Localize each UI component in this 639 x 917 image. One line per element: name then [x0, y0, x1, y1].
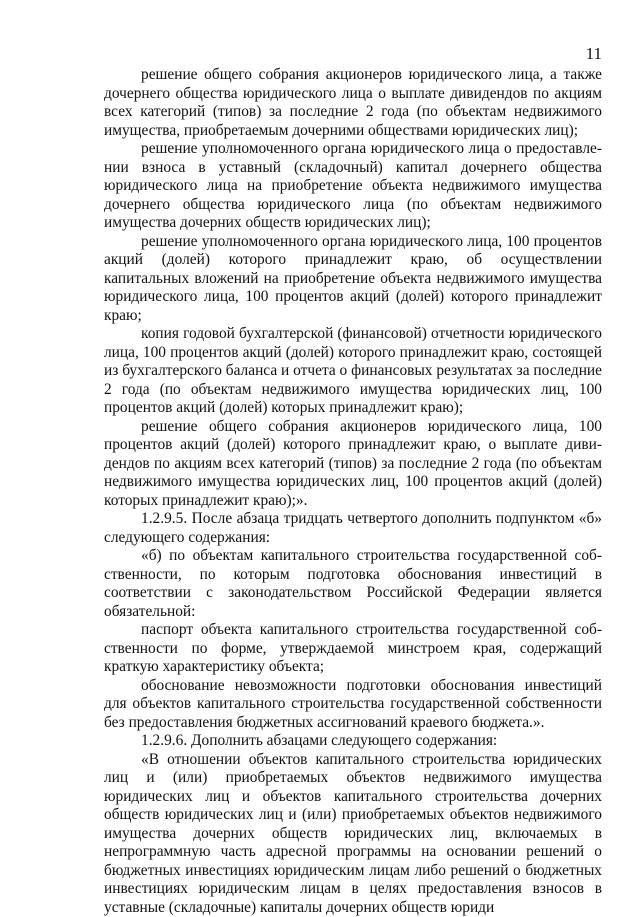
- paragraph-9: обоснование невозможности подготовки обоснования инвестиций для объектов капитального строительства государственной собственности без предоставления бюджетных ассигнований краевого бюджета.».: [104, 677, 602, 733]
- paragraph-11: «В отношении объектов капитального строительства юридических лиц и (или) приобретаемых объектов недвижимого имущества юридических лиц и объектов капитального строительства дочерних обществ юридических лиц и (или) приобретаемых объектов недвижимого имущества дочерних обществ юридических лиц, включаемых в непрограммную часть адресной программы на основании решений о бюджетных инвестициях юридическим лицам либо решений о бюджетных инвестициях юридическим лицам в целях предоставления взносов в уставные (складочные) капиталы дочерних обществ юриди: [104, 751, 602, 917]
- paragraph-7: «б) по объектам капитального строительства государственной собственности, по которым подготовка обоснования инвестиций в соответствии с законодательством Российской Федерации является обязательной:: [104, 547, 602, 621]
- paragraph-4: копия годовой бухгалтерской (финансовой) отчетности юридического лица, 100 процентов акций (долей) которого принадлежит краю, состоящей из бухгалтерского баланса и отчета о финансовых результатах за последние 2 года (по объектам недвижимого имущества юридических лиц, 100 процентов акций (долей) которых принадлежит краю);: [104, 325, 602, 418]
- paragraph-8: паспорт объекта капитального строительства государственной собственности по форме, утверждаемой минстроем края, содержащий краткую характеристику объекта;: [104, 621, 602, 677]
- paragraph-5: решение общего собрания акционеров юридического лица, 100 процентов акций (долей) которого принадлежит краю, о выплате дивидендов по акциям всех категорий (типов) за последние 2 года (по объектам недвижимого имущества юридических лиц, 100 процентов акций (долей) которых принадлежит краю);».: [104, 418, 602, 511]
- paragraph-1: решение общего собрания акционеров юридического лица, а также дочернего общества юридического лица о выплате дивидендов по акциям всех категорий (типов) за последние 2 года (по объектам недвижимого имущества, приобретаемым дочерними обществами юридических лиц);: [104, 66, 602, 140]
- document-body: [104, 66, 602, 917]
- paragraph-2: решение уполномоченного органа юридического лица о предоставлении взноса в уставный (складочный) капитал дочернего общества юридического лица на приобретение объекта недвижимого имущества дочернего общества юридического лица (по объектам недвижимого имущества дочерних обществ юридических лиц);: [104, 140, 602, 233]
- paragraph-3: решение уполномоченного органа юридического лица, 100 процентов акций (долей) которого принадлежит краю, об осуществлении капитальных вложений на приобретение объекта недвижимого имущества юридического лица, 100 процентов акций (долей) которого принадлежит краю;: [104, 233, 602, 326]
- page-number: 11: [586, 44, 602, 64]
- paragraph-10: 1.2.9.6. Дополнить абзацами следующего содержания:: [104, 732, 602, 751]
- paragraph-6: 1.2.9.5. После абзаца тридцать четвертого дополнить подпунктом «б» следующего содержания:: [104, 510, 602, 547]
